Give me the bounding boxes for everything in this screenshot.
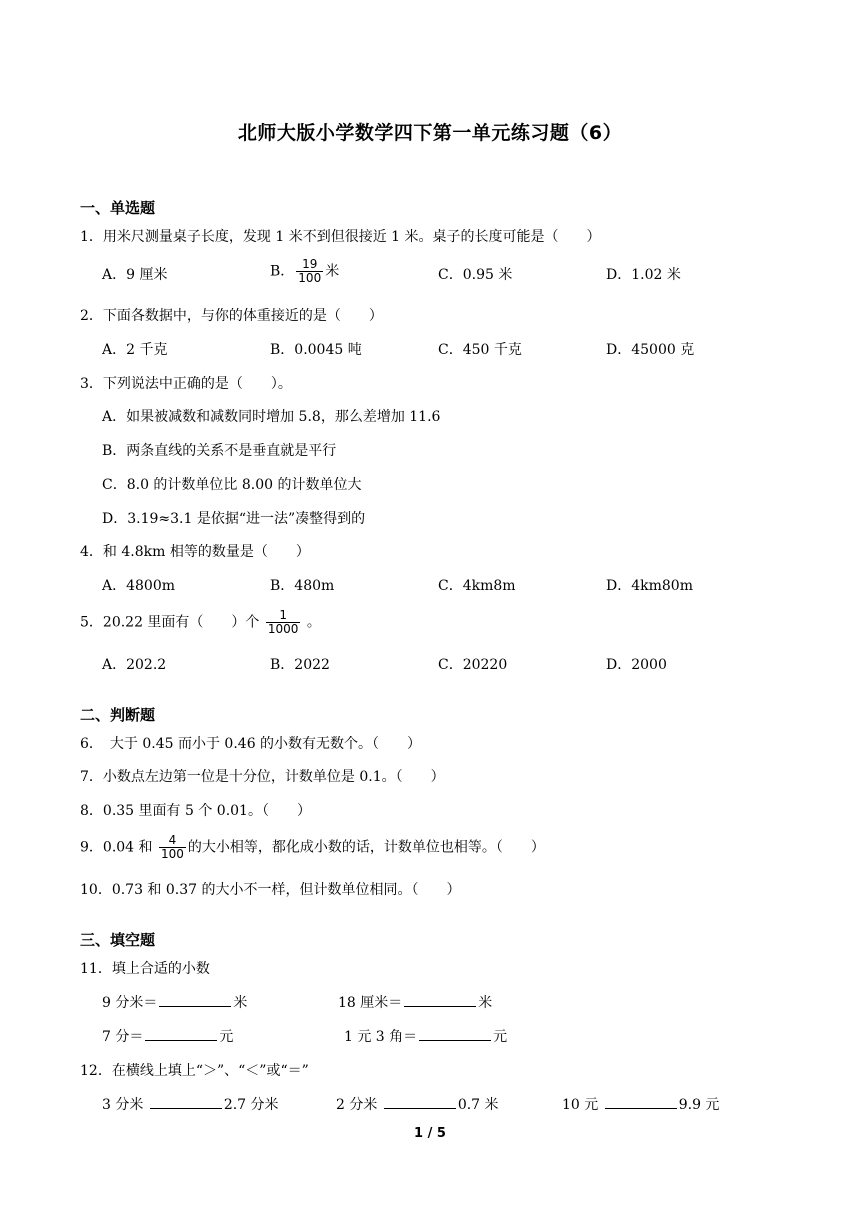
question-4-option-a: A．4800m	[102, 578, 176, 594]
question-3-stem: 3．下列说法中正确的是（ ）。	[80, 376, 292, 392]
question-5-stem-post: 。	[306, 614, 321, 631]
item-prefix: 9 分米＝	[102, 995, 158, 1011]
question-10: 10．0.73 和 0.37 的大小不一样，但计数单位相同。（ ）	[80, 882, 461, 898]
item-suffix: 米	[478, 995, 493, 1011]
question-11-item-2	[338, 992, 492, 1012]
question-11-item-4	[344, 1026, 507, 1046]
question-1-option-b-label: B．	[270, 263, 295, 280]
item-suffix: 元	[219, 1029, 234, 1045]
question-8: 8．0.35 里面有 5 个 0.01。（ ）	[80, 803, 311, 819]
item-prefix: 10 元	[562, 1097, 599, 1113]
fraction-numerator: 4	[168, 833, 177, 847]
answer-blank[interactable]	[384, 1094, 456, 1109]
question-2-option-c: C．450 千克	[438, 342, 522, 358]
answer-blank[interactable]	[145, 1026, 217, 1041]
item-suffix: 米	[233, 995, 248, 1011]
question-4-option-d: D．4km80m	[606, 578, 693, 594]
question-5-option-b: B．2022	[270, 657, 330, 673]
item-prefix: 1 元 3 角＝	[344, 1029, 418, 1045]
answer-blank[interactable]	[150, 1094, 222, 1109]
question-12-item-1	[102, 1094, 279, 1114]
question-7: 7．小数点左边第一位是十分位，计数单位是 0.1。（ ）	[80, 769, 445, 785]
question-5-option-c: C．20220	[438, 657, 508, 673]
section-heading-fill-in: 三、填空题	[80, 931, 156, 949]
answer-blank[interactable]	[419, 1026, 491, 1041]
section-heading-true-false: 二、判断题	[80, 706, 156, 724]
question-9	[80, 834, 545, 861]
question-5-option-a: A．202.2	[102, 657, 167, 673]
question-2-stem: 2．下面各数据中，与你的体重接近的是（ ）	[80, 308, 383, 324]
fraction-denominator: 100	[160, 847, 184, 861]
fraction-denominator: 1000	[267, 622, 299, 636]
question-1-option-a: A．9 厘米	[102, 267, 168, 283]
question-1-option-b	[270, 258, 339, 285]
question-5-stem	[80, 609, 321, 636]
question-9-post: 的大小相等，都化成小数的话，计数单位也相等。（ ）	[187, 839, 545, 856]
fraction-1-1000	[266, 609, 301, 636]
question-6: 6． 大于 0.45 而小于 0.46 的小数有无数个。（ ）	[80, 736, 422, 752]
fraction-4-100	[159, 834, 186, 861]
item-suffix: 0.7 米	[457, 1097, 499, 1113]
page-number: 1 / 5	[414, 1126, 446, 1141]
question-12-item-2	[336, 1094, 499, 1114]
question-1-option-b-unit: 米	[325, 263, 340, 280]
question-9-pre: 9．0.04 和	[80, 839, 153, 856]
section-heading-single-choice: 一、单选题	[80, 199, 156, 217]
question-4-option-b: B．480m	[270, 578, 335, 594]
item-suffix: 2.7 分米	[223, 1097, 279, 1113]
question-3-option-a: A．如果被减数和减数同时增加 5.8，那么差增加 11.6	[102, 409, 441, 425]
question-11-item-3	[102, 1026, 233, 1046]
item-suffix: 9.9 元	[678, 1097, 720, 1113]
answer-blank[interactable]	[605, 1094, 677, 1109]
page-title: 北师大版小学数学四下第一单元练习题（6）	[237, 122, 623, 144]
question-11-stem: 11．填上合适的小数	[80, 961, 210, 977]
question-12-item-3	[562, 1094, 719, 1114]
answer-blank[interactable]	[159, 992, 231, 1007]
question-4-stem: 4．和 4.8km 相等的数量是（ ）	[80, 544, 310, 560]
question-2-option-a: A．2 千克	[102, 342, 168, 358]
answer-blank[interactable]	[404, 992, 476, 1007]
item-prefix: 2 分米	[336, 1097, 378, 1113]
item-prefix: 3 分米	[102, 1097, 144, 1113]
question-4-option-c: C．4km8m	[438, 578, 516, 594]
question-2-option-d: D．45000 克	[606, 342, 695, 358]
fraction-19-100	[296, 258, 323, 285]
question-5-stem-pre: 5．20.22 里面有（ ）个	[80, 614, 260, 631]
fraction-numerator: 19	[302, 257, 318, 271]
question-11-item-1	[102, 992, 247, 1012]
question-1-option-d: D．1.02 米	[606, 267, 681, 283]
item-suffix: 元	[493, 1029, 508, 1045]
question-3-option-d: D．3.19≈3.1 是依据“进一法”凑整得到的	[102, 511, 366, 527]
question-5-option-d: D．2000	[606, 657, 667, 673]
item-prefix: 18 厘米＝	[338, 995, 403, 1011]
question-2-option-b: B．0.0045 吨	[270, 342, 362, 358]
question-12-stem: 12．在横线上填上“＞”、“＜”或“＝”	[80, 1063, 309, 1079]
question-3-option-c: C．8.0 的计数单位比 8.00 的计数单位大	[102, 477, 362, 493]
question-3-option-b: B．两条直线的关系不是垂直就是平行	[102, 443, 337, 459]
fraction-denominator: 100	[298, 271, 322, 285]
question-1-option-c: C．0.95 米	[438, 267, 513, 283]
item-prefix: 7 分＝	[102, 1029, 144, 1045]
fraction-numerator: 1	[279, 608, 287, 622]
question-1-stem: 1．用米尺测量桌子长度，发现 1 米不到但很接近 1 米。桌子的长度可能是（ ）	[80, 229, 601, 245]
